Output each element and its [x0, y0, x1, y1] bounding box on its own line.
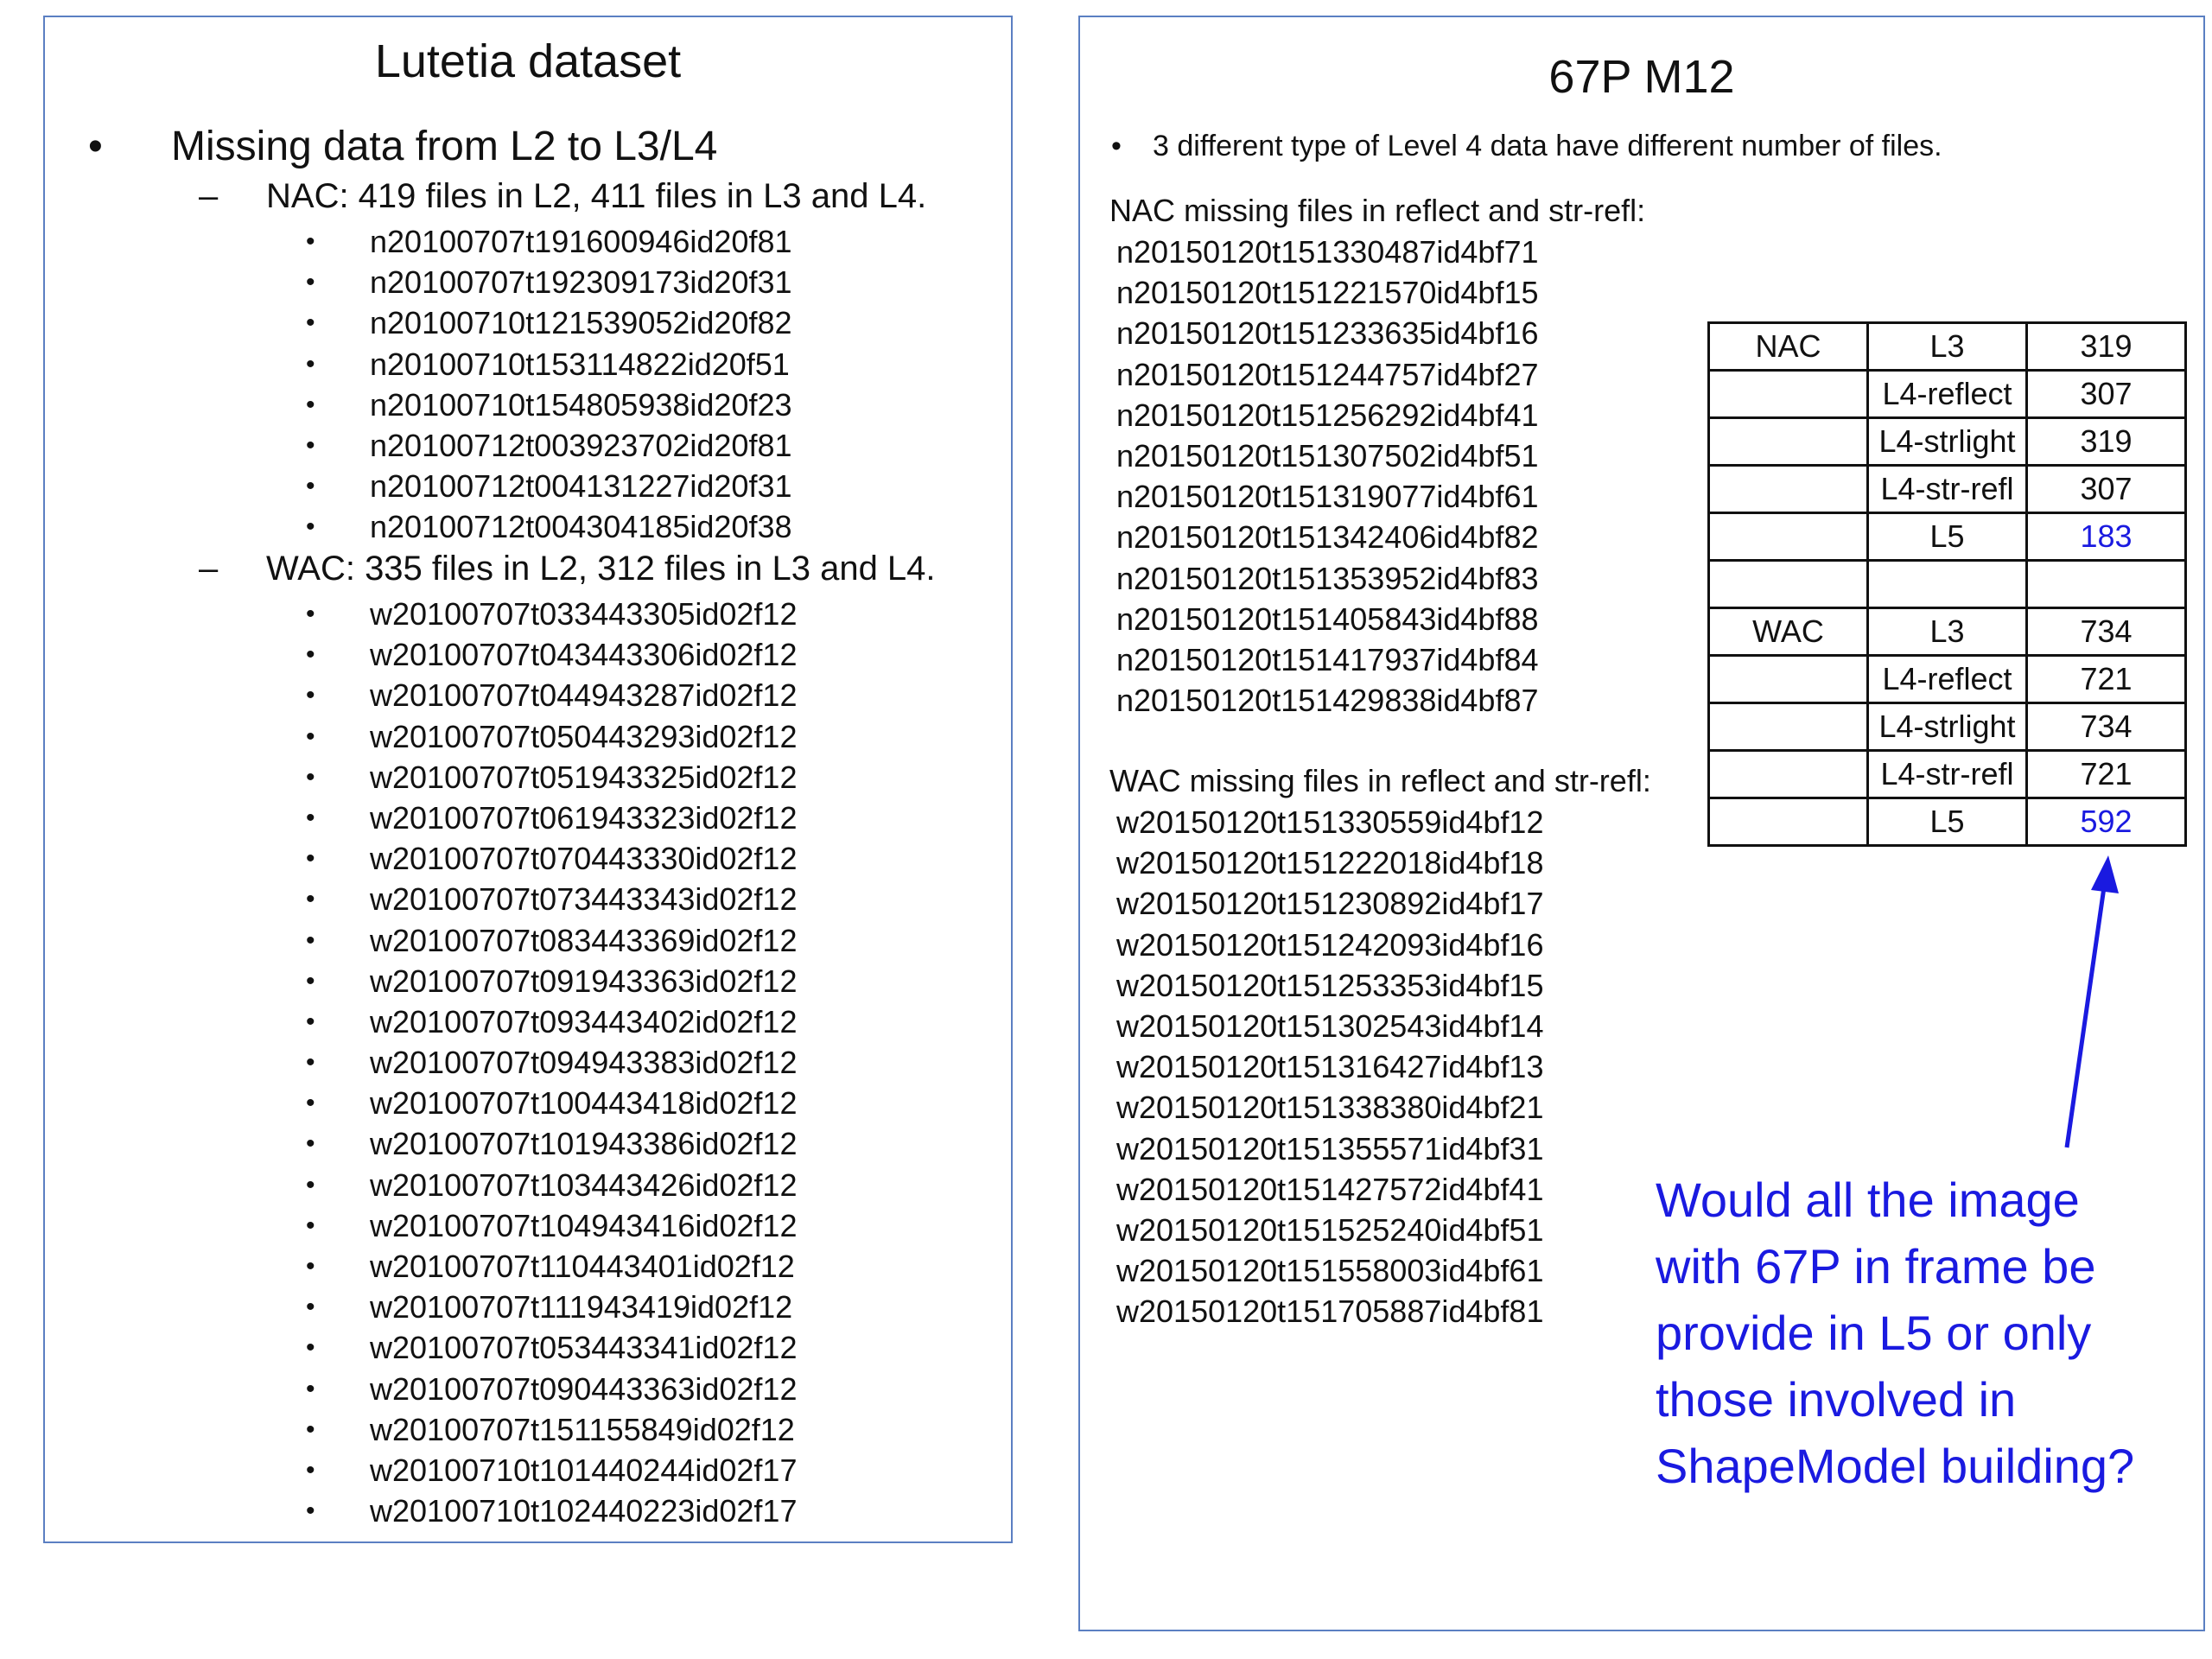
- file-name: n20150120t151330487id4bf71: [1116, 234, 1539, 270]
- file-name: w20150120t151230892id4bf17: [1116, 886, 1544, 922]
- file-name: w20150120t151316427id4bf13: [1116, 1049, 1544, 1085]
- file-name: n20150120t151417937id4bf84: [1116, 641, 1539, 677]
- bullet-icon: •: [306, 1333, 315, 1363]
- camera-cell: WAC: [1709, 608, 1868, 656]
- bullet-icon: •: [306, 640, 315, 670]
- file-name: n20100712t003923702id20f81: [370, 427, 792, 463]
- l5-question-note: Would all the image with 67P in frame be provide in L5 or only those involved in ShapeModel building?: [1656, 1173, 2135, 1493]
- file-name: n20100710t154805938id20f23: [370, 386, 792, 423]
- file-name: w20100707t070443330id02f12: [370, 841, 798, 877]
- count-cell: 592: [2027, 798, 2186, 846]
- bullet-icon: •: [306, 268, 315, 297]
- dash-icon: –: [199, 177, 219, 215]
- bullet-icon: •: [306, 1455, 315, 1484]
- file-name: w20100707t051943325id02f12: [370, 759, 798, 795]
- file-name: w20100707t073443343id02f12: [370, 881, 798, 918]
- bullet-icon: •: [306, 1252, 315, 1281]
- file-name: w20100707t151155849id02f12: [370, 1411, 795, 1447]
- m12-panel: [1078, 16, 2205, 1631]
- file-name: w20150120t151242093id4bf16: [1116, 926, 1544, 963]
- count-cell: 307: [2027, 371, 2186, 418]
- file-name: n20150120t151244757id4bf27: [1116, 356, 1539, 392]
- file-name: w20100707t033443305id02f12: [370, 596, 798, 632]
- level-cell: L5: [1868, 798, 2027, 846]
- count-cell: 183: [2027, 513, 2186, 561]
- file-name: w20100707t101943386id02f12: [370, 1126, 798, 1162]
- bullet-icon: •: [306, 1374, 315, 1403]
- level-cell: L4-strlight: [1868, 418, 2027, 466]
- file-name: n20150120t151405843id4bf88: [1116, 601, 1539, 637]
- bullet-icon: •: [306, 308, 315, 338]
- file-name: n20150120t151256292id4bf41: [1116, 397, 1539, 433]
- level-cell: L4-reflect: [1868, 656, 2027, 703]
- file-name: w20100707t053443341id02f12: [370, 1330, 798, 1366]
- file-name: n20150120t151307502id4bf51: [1116, 437, 1539, 474]
- file-name: w20100707t094943383id02f12: [370, 1045, 798, 1081]
- count-cell: 734: [2027, 703, 2186, 751]
- level-cell: L3: [1868, 608, 2027, 656]
- bullet-icon: •: [306, 844, 315, 874]
- bullet-icon: •: [306, 430, 315, 460]
- bullet-icon: •: [306, 1007, 315, 1036]
- file-name: w20150120t151355571id4bf31: [1116, 1130, 1544, 1166]
- file-name: w20100707t104943416id02f12: [370, 1207, 798, 1243]
- file-name: w20100707t093443402id02f12: [370, 1003, 798, 1039]
- lutetia-panel: [43, 16, 1013, 1543]
- bullet-icon: •: [306, 1414, 315, 1444]
- bullet-icon: •: [306, 1293, 315, 1322]
- nac-missing-heading: NAC missing files in reflect and str-refl:: [1109, 193, 1646, 228]
- file-name: n20100710t153114822id20f51: [370, 346, 790, 382]
- file-name: w20150120t151525240id4bf51: [1116, 1211, 1544, 1248]
- file-name: w20100707t044943287id02f12: [370, 677, 798, 714]
- file-name: w20150120t151558003id4bf61: [1116, 1253, 1544, 1289]
- bullet-icon: •: [1111, 130, 1122, 162]
- file-name: n20100712t004304185id20f38: [370, 509, 792, 545]
- count-cell: 721: [2027, 656, 2186, 703]
- bullet-icon: •: [306, 227, 315, 256]
- dash-icon: –: [199, 550, 219, 588]
- level4-bullet-text: 3 different type of Level 4 data have different number of files.: [1153, 130, 1942, 162]
- file-name: w20100707t050443293id02f12: [370, 718, 798, 754]
- level-cell: L3: [1868, 323, 2027, 371]
- file-name: n20150120t151319077id4bf61: [1116, 479, 1539, 515]
- level-cell: L5: [1868, 513, 2027, 561]
- level-cell: L4-str-refl: [1868, 466, 2027, 513]
- bullet-icon: •: [306, 472, 315, 501]
- camera-cell: NAC: [1709, 323, 1868, 371]
- lutetia-title: Lutetia dataset: [374, 35, 682, 87]
- bullet-icon: •: [306, 1211, 315, 1240]
- file-name: w20100707t043443306id02f12: [370, 637, 798, 673]
- file-name: w20100707t110443401id02f12: [370, 1249, 795, 1284]
- bullet-icon: •: [306, 349, 315, 378]
- missing-data-text: Missing data from L2 to L3/L4: [171, 124, 718, 169]
- file-name: n20100712t004131227id20f31: [370, 468, 792, 505]
- m12-title: 67P M12: [1548, 51, 1735, 103]
- file-name: w20100710t102440223id02f17: [370, 1493, 798, 1529]
- file-name: w20100707t103443426id02f12: [370, 1166, 798, 1203]
- file-name: n20100707t192309173id20f31: [370, 264, 792, 301]
- nac-subheading-text: NAC: 419 files in L2, 411 files in L3 and L4.: [266, 177, 927, 215]
- file-name: w20150120t151253353id4bf15: [1116, 967, 1544, 1003]
- count-cell: 721: [2027, 751, 2186, 798]
- count-cell: 319: [2027, 418, 2186, 466]
- file-name: w20150120t151705887id4bf81: [1116, 1294, 1544, 1330]
- bullet-icon: •: [306, 600, 315, 628]
- bullet-icon: •: [306, 803, 315, 832]
- file-name: w20150120t151302543id4bf14: [1116, 1007, 1544, 1044]
- file-name: w20100707t061943323id02f12: [370, 799, 798, 836]
- wac-missing-heading: WAC missing files in reflect and str-refl:: [1109, 763, 1651, 798]
- file-name: n20150120t151233635id4bf16: [1116, 315, 1539, 352]
- bullet-icon: •: [88, 124, 103, 169]
- file-name: w20150120t151330559id4bf12: [1116, 804, 1544, 840]
- bullet-icon: •: [306, 1048, 315, 1077]
- bullet-icon: •: [306, 390, 315, 419]
- file-name: w20100707t083443369id02f12: [370, 922, 798, 958]
- file-name: w20150120t151222018id4bf18: [1116, 845, 1544, 881]
- file-name: n20150120t151353952id4bf83: [1116, 560, 1539, 596]
- bullet-icon: •: [306, 762, 315, 791]
- bullet-icon: •: [306, 966, 315, 995]
- count-cell: 734: [2027, 608, 2186, 656]
- bullet-icon: •: [306, 1129, 315, 1159]
- file-name: n20150120t151342406id4bf82: [1116, 519, 1539, 556]
- bullet-icon: •: [306, 512, 315, 542]
- file-name: n20150120t151429838id4bf87: [1116, 683, 1539, 719]
- file-name: w20100707t111943419id02f12: [370, 1289, 793, 1325]
- bullet-icon: •: [306, 925, 315, 955]
- wac-subheading-text: WAC: 335 files in L2, 312 files in L3 and L4.: [266, 550, 936, 588]
- level-cell: L4-strlight: [1868, 703, 2027, 751]
- file-name: w20150120t151338380id4bf21: [1116, 1090, 1544, 1126]
- file-name: n20100707t191600946id20f81: [370, 224, 792, 259]
- count-cell: 319: [2027, 323, 2186, 371]
- file-name: w20100707t100443418id02f12: [370, 1085, 798, 1122]
- file-name: w20100707t090443363id02f12: [370, 1370, 798, 1407]
- level-cell: L4-str-refl: [1868, 751, 2027, 798]
- file-name: w20100710t101440244id02f17: [370, 1452, 798, 1488]
- file-name: n20150120t151221570id4bf15: [1116, 275, 1539, 311]
- file-name: n20100710t121539052id20f82: [370, 305, 792, 341]
- bullet-icon: •: [306, 721, 315, 751]
- count-cell: 307: [2027, 466, 2186, 513]
- bullet-icon: •: [306, 1089, 315, 1118]
- file-name: w20100707t091943363id02f12: [370, 963, 798, 999]
- bullet-icon: •: [306, 885, 315, 914]
- bullet-icon: •: [306, 1170, 315, 1199]
- bullet-icon: •: [306, 681, 315, 710]
- level-cell: L4-reflect: [1868, 371, 2027, 418]
- bullet-icon: •: [306, 1497, 315, 1526]
- file-name: w20150120t151427572id4bf41: [1116, 1171, 1544, 1207]
